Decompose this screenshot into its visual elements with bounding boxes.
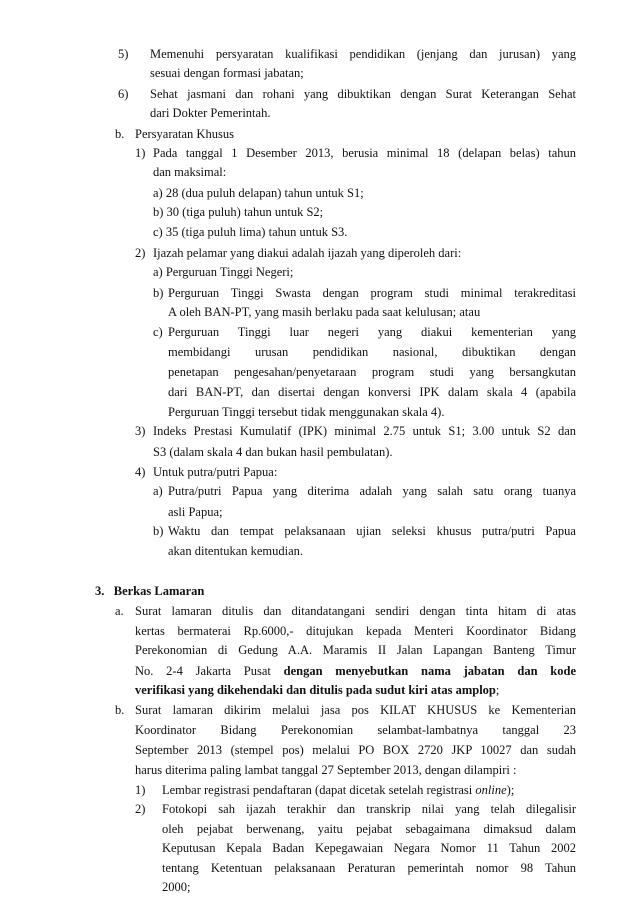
sub-item: b) 30 (tiga puluh) tahun untuk S2; — [153, 205, 324, 220]
text-line: S3 (dalam skala 4 dan bukan hasil pembulatan). — [153, 444, 393, 459]
sub-item: c) 35 (tiga puluh lima) tahun untuk S3. — [153, 225, 348, 240]
item-number: 1) — [135, 145, 146, 160]
text-line: membidangi urusan pendidikan nasional, dibuktikan dengan — [168, 344, 576, 359]
text-line: asli Papua; — [168, 504, 223, 519]
text-line: Ijazah pelamar yang diakui adalah ijazah yang diperoleh dari: — [153, 245, 462, 260]
text-line: dari Dokter Pemerintah. — [150, 106, 271, 121]
text-line: 2000; — [162, 880, 191, 894]
text-segment: No. 2-4 Jakarta Pusat — [135, 663, 284, 678]
text-line: Perguruan Tinggi Swasta dengan program studi minimal terakreditasi — [168, 285, 576, 300]
item-number: 5) — [118, 47, 129, 61]
section-title: Persyaratan Khusus — [135, 126, 234, 141]
text-line: Surat lamaran ditulis dan ditandatangani sendiri dengan tinta hitam di atas — [135, 603, 576, 618]
text-line: Sehat jasmani dan rohani yang dibuktikan dengan Surat Keterangan Sehat — [150, 86, 576, 101]
text-line: Perguruan Tinggi tersebut tidak menggunakan skala 4). — [168, 404, 445, 419]
text-line: dari BAN-PT, dan disertai dengan konversi IPK dalam skala 4 (apabila — [168, 384, 576, 399]
item-number: 2) — [135, 802, 146, 817]
sub-item: a) Perguruan Tinggi Negeri; — [153, 265, 294, 280]
text-line: dan maksimal: — [153, 165, 227, 180]
section-marker: b. — [115, 126, 125, 141]
text-line: Putra/putri Papua yang diterima adalah yang salah satu orang tuanya — [168, 484, 576, 499]
item-number: 6) — [118, 86, 129, 101]
text-line: tentang Ketentuan pelaksanaan Peraturan pemerintah nomor 98 Tahun — [162, 860, 576, 875]
text-segment: ); — [506, 782, 515, 797]
text-line: Perekonomian di Gedung A.A. Maramis II Jalan Lapangan Banteng Timur — [135, 643, 576, 658]
text-line: A oleh BAN-PT, yang masih berlaku pada saat kelulusan; atau — [168, 304, 481, 319]
text-line: akan ditentukan kemudian. — [168, 544, 304, 559]
bold-segment: dengan menyebutkan nama jabatan dan kode — [283, 663, 576, 678]
text-line: Indeks Prestasi Kumulatif (IPK) minimal 2.75 untuk S1; 3.00 untuk S2 dan — [153, 424, 576, 439]
text-line: oleh pejabat berwenang, yaitu pejabat sebagaimana dimaksud dalam — [162, 821, 576, 836]
text-segment: ; — [495, 683, 500, 698]
sub-item-marker: b) — [153, 524, 164, 539]
text-line — [162, 781, 514, 799]
text-line: Pada tanggal 1 Desember 2013, berusia minimal 18 (delapan belas) tahun — [153, 145, 576, 160]
text-segment: Lembar registrasi pendaftaran (dapat dicetak setelah registrasi — [162, 782, 476, 797]
text-line: Untuk putra/putri Papua: — [153, 464, 278, 479]
text-line: Koordinator Bidang Perekonomian selambat-lambatnya tanggal 23 — [135, 722, 576, 737]
item-number: 3) — [135, 424, 146, 439]
text-line: Memenuhi persyaratan kualifikasi pendidikan (jenjang dan jurusan) yang — [150, 47, 576, 61]
sub-item-marker: b) — [153, 285, 164, 300]
text-line: Perguruan Tinggi luar negeri yang diakui kementerian yang — [168, 325, 576, 340]
text-line: penetapan pengesahan/penyetaraan program studi yang bersangkutan — [168, 365, 576, 379]
text-line — [135, 681, 499, 699]
text-line: Keputusan Kepala Badan Kepegawaian Negara Nomor 11 Tahun 2002 — [162, 841, 576, 856]
text-line: Waktu dan tempat pelaksanaan ujian seleksi khusus putra/putri Papua — [168, 524, 576, 539]
section-marker: b. — [115, 703, 125, 718]
sub-item-marker: c) — [153, 325, 163, 340]
text-line: kertas bermaterai Rp.6000,- ditujukan kepada Menteri Koordinator Bidang — [135, 623, 576, 638]
item-number: 1) — [135, 782, 146, 797]
text-line — [135, 662, 576, 680]
italic-segment: online — [475, 782, 507, 797]
section-marker: a. — [115, 603, 124, 618]
sub-item-marker: a) — [153, 484, 163, 499]
sub-item: a) 28 (dua puluh delapan) tahun untuk S1; — [153, 185, 364, 200]
bold-segment: verifikasi yang dikehendaki dan ditulis pada sudut kiri atas amplop — [135, 683, 496, 698]
text-line: sesuai dengan formasi jabatan; — [150, 66, 304, 81]
section-heading: 3. Berkas Lamaran — [95, 584, 205, 599]
item-number: 4) — [135, 464, 146, 479]
text-line: harus diterima paling lambat tanggal 27 September 2013, dengan dilampiri : — [135, 762, 517, 777]
text-line: Fotokopi sah ijazah terakhir dan transkrip nilai yang telah dilegalisir — [162, 802, 576, 817]
text-line: September 2013 (stempel pos) melalui PO BOX 2720 JKP 10027 dan sudah — [135, 743, 576, 758]
item-number: 2) — [135, 245, 146, 260]
text-line: Surat lamaran dikirim melalui jasa pos KILAT KHUSUS ke Kementerian — [135, 703, 576, 718]
